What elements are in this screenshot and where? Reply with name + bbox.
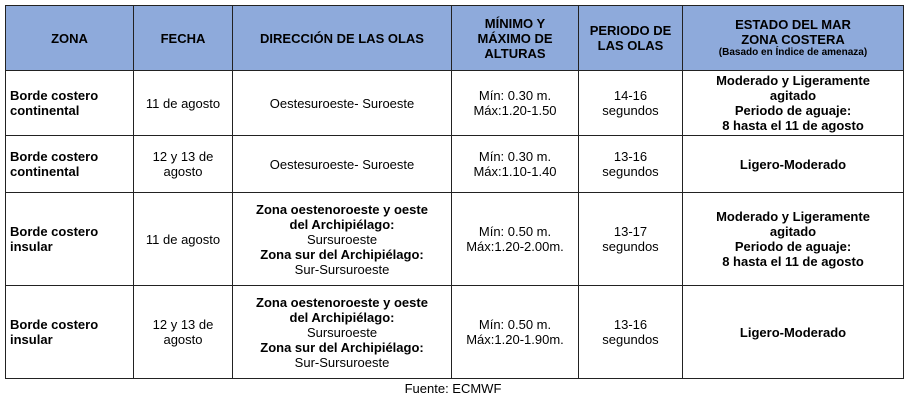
table-row <box>6 286 904 379</box>
fecha-line: 11 de agosto <box>145 231 221 247</box>
direccion-line: Sursuroeste <box>306 231 378 247</box>
direccion-line: Sur-Sursuroeste <box>294 354 390 370</box>
cell-periodo <box>579 193 683 286</box>
direccion-line: Oestesuroeste- Suroeste <box>269 95 415 111</box>
header-estado-line: ZONA COSTERA <box>741 32 845 47</box>
cell-periodo <box>579 71 683 136</box>
cell-alturas <box>452 286 579 379</box>
periodo-value: 13-16 <box>613 149 648 164</box>
cell-estado <box>683 136 904 193</box>
periodo-value: 14-16 <box>613 88 648 103</box>
direccion-zone-heading: Zona oestenoroeste y oeste <box>256 201 428 217</box>
alturas-min: Mín: 0.50 m. <box>478 224 552 239</box>
periodo-unit: segundos <box>602 164 659 179</box>
header-fecha: FECHA <box>134 6 233 71</box>
header-estado <box>683 6 904 71</box>
header-estado-subtitle: (Basado en Índice de amenaza) <box>718 47 868 58</box>
estado-line: Ligero-Moderado <box>739 156 847 172</box>
alturas-max: Máx:1.20-1.90m. <box>466 332 564 347</box>
alturas-min: Mín: 0.30 m. <box>478 88 552 103</box>
alturas-max: Máx:1.20-2.00m. <box>466 239 564 254</box>
header-direccion: DIRECCIÓN DE LAS OLAS <box>233 6 452 71</box>
cell-direccion <box>233 193 452 286</box>
table-header <box>6 6 904 71</box>
zona-line: insular <box>10 332 53 347</box>
alturas-min: Mín: 0.30 m. <box>478 149 552 164</box>
header-alturas <box>452 6 579 71</box>
zona-line: Borde costero <box>10 149 99 164</box>
estado-line: Moderado y Ligeramente <box>716 209 870 224</box>
header-alturas-line: MÁXIMO DE <box>477 30 553 46</box>
zona-line: Borde costero <box>10 224 99 239</box>
fecha-line: 11 de agosto <box>145 95 221 111</box>
estado-line: Periodo de aguaje: <box>734 103 852 118</box>
periodo-unit: segundos <box>602 332 659 347</box>
cell-zona <box>6 136 134 193</box>
cell-fecha <box>134 136 233 193</box>
zona-line: continental <box>10 164 80 179</box>
direccion-line: Sursuroeste <box>306 324 378 340</box>
direccion-zone-heading: Zona oestenoroeste y oeste <box>256 294 428 310</box>
alturas-max: Máx:1.10-1.40 <box>473 164 557 179</box>
estado-line: agitado <box>769 88 817 103</box>
cell-zona <box>6 193 134 286</box>
zona-line: Borde costero <box>10 317 99 332</box>
estado-line: 8 hasta el 11 de agosto <box>722 118 864 133</box>
cell-zona <box>6 286 134 379</box>
periodo-value: 13-16 <box>613 317 648 332</box>
wave-forecast-table <box>5 5 904 379</box>
cell-estado <box>683 286 904 379</box>
header-periodo-line: LAS OLAS <box>597 38 664 53</box>
fecha-line: agosto <box>163 332 203 347</box>
header-estado-line: ESTADO DEL MAR <box>735 17 851 32</box>
cell-estado <box>683 71 904 136</box>
alturas-max: Máx:1.20-1.50 <box>473 103 557 118</box>
table-row <box>6 71 904 136</box>
estado-line: Ligero-Moderado <box>739 324 847 340</box>
estado-line: agitado <box>769 224 817 239</box>
source-caption: Fuente: ECMWF <box>404 381 502 396</box>
header-periodo-line: PERIODO DE <box>589 23 672 38</box>
direccion-zone-heading: del Archipiélago: <box>289 309 395 325</box>
cell-estado <box>683 193 904 286</box>
estado-line: 8 hasta el 11 de agosto <box>722 254 864 269</box>
header-zona: ZONA <box>6 6 134 71</box>
header-alturas-line: MÍNIMO Y <box>484 15 546 31</box>
cell-alturas <box>452 136 579 193</box>
zona-line: insular <box>10 239 53 254</box>
periodo-unit: segundos <box>602 239 659 254</box>
periodo-unit: segundos <box>602 103 659 118</box>
fecha-line: 12 y 13 de <box>152 317 214 332</box>
estado-line: Moderado y Ligeramente <box>716 73 870 88</box>
cell-direccion <box>233 71 452 136</box>
zona-line: Borde costero <box>10 88 99 103</box>
cell-fecha <box>134 286 233 379</box>
header-row <box>6 6 904 71</box>
cell-direccion <box>233 136 452 193</box>
fecha-line: agosto <box>163 164 203 179</box>
cell-periodo <box>579 286 683 379</box>
direccion-zone-heading: Zona sur del Archipiélago: <box>260 246 424 262</box>
fecha-line: 12 y 13 de <box>152 149 214 164</box>
cell-alturas <box>452 71 579 136</box>
table-row <box>6 136 904 193</box>
cell-periodo <box>579 136 683 193</box>
cell-fecha <box>134 71 233 136</box>
table-row <box>6 193 904 286</box>
direccion-line: Oestesuroeste- Suroeste <box>269 156 415 172</box>
cell-direccion <box>233 286 452 379</box>
direccion-zone-heading: del Archipiélago: <box>289 216 395 232</box>
cell-fecha <box>134 193 233 286</box>
direccion-line: Sur-Sursuroeste <box>294 261 390 277</box>
zona-line: continental <box>10 103 80 118</box>
estado-line: Periodo de aguaje: <box>734 239 852 254</box>
cell-alturas <box>452 193 579 286</box>
alturas-min: Mín: 0.50 m. <box>478 317 552 332</box>
table-body <box>6 71 904 379</box>
header-alturas-line: ALTURAS <box>484 45 546 61</box>
direccion-zone-heading: Zona sur del Archipiélago: <box>260 339 424 355</box>
header-periodo <box>579 6 683 71</box>
cell-zona <box>6 71 134 136</box>
periodo-value: 13-17 <box>613 224 648 239</box>
